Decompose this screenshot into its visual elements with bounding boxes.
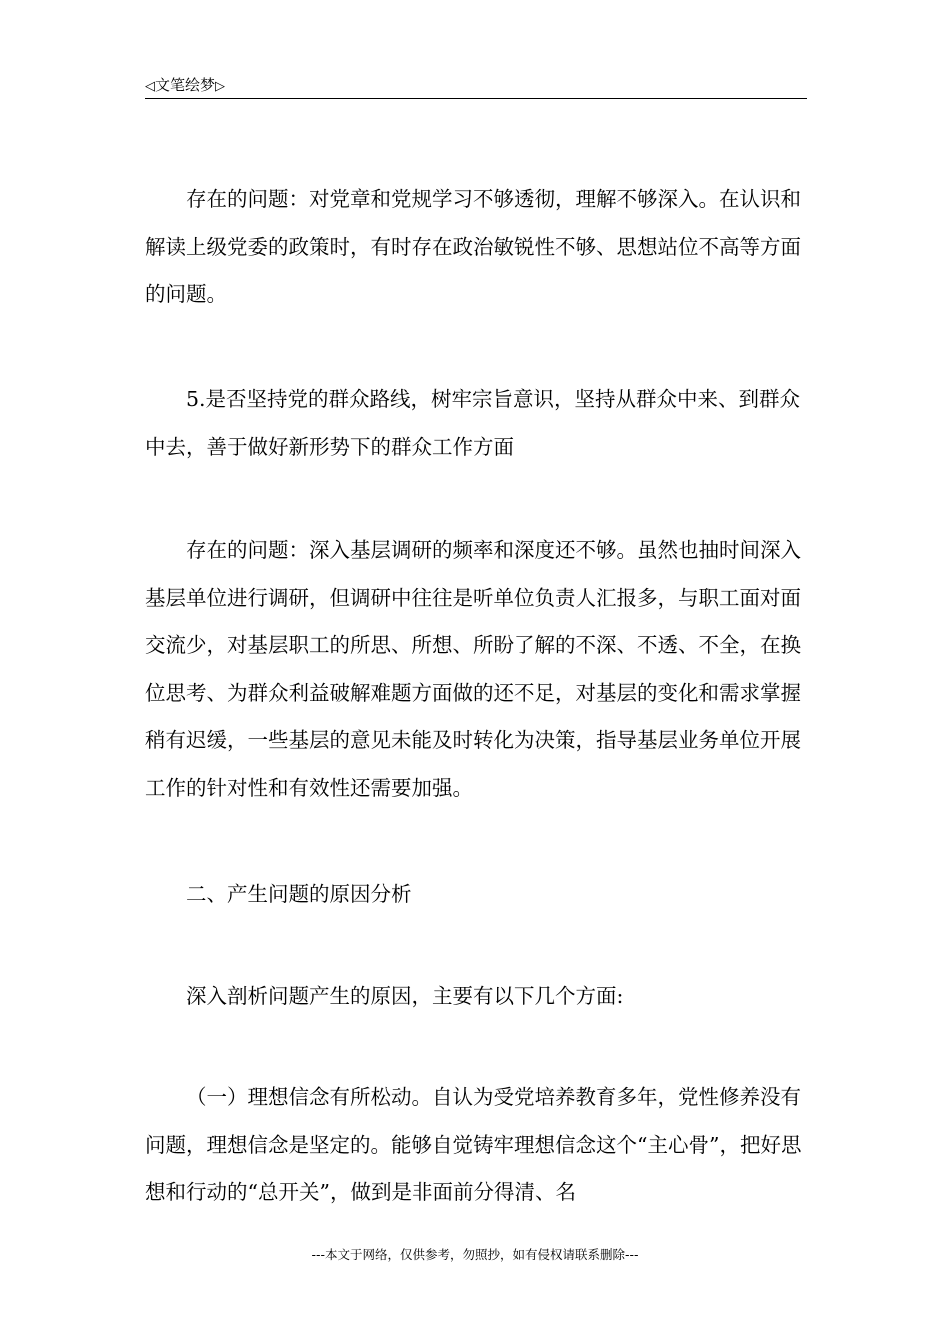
header-title xyxy=(145,76,225,96)
page-header xyxy=(145,74,807,99)
paragraph-cause-intro: 深入剖析问题产生的原因，主要有以下几个方面: xyxy=(186,984,624,1008)
section-heading-cause-analysis: 二、产生问题的原因分析 xyxy=(186,882,412,906)
paragraph-problem-party-study: 存在的问题：对党章和党规学习不够透彻，理解不够深入。在认识和解读上级党委的政策时，有时存在政治敏锐性不够、思想站位不高等方面的问题。 xyxy=(145,187,801,306)
footer-notice: ---本文于网络，仅供参考，勿照抄，如有侵权请联系删除--- xyxy=(311,1247,639,1262)
right-triangle-icon: ▷ xyxy=(215,79,226,94)
paragraph-cause-1-ideals: （一）理想信念有所松动。自认为受党培养教育多年，党性修养没有问题，理想信念是坚定的。能够自觉铸牢理想信念这个“主心骨”，把好思想和行动的“总开关”，做到是非面前分得清、名 xyxy=(145,1085,802,1204)
paragraph-problem-grassroots: 存在的问题：深入基层调研的频率和深度还不够。虽然也抽时间深入基层单位进行调研，但调研中往往是听单位负责人汇报多，与职工面对面交流少，对基层职工的所思、所想、所盼了解的不深、不透、不全，在换位思考、为群众利益破解难题方面做的还不足，对基层的变化和需求掌握稍有迟缓，一些基层的意见未能及时转化为决策，指导基层业务单位开展工作的针对性和有效性还需要加强。 xyxy=(145,538,801,800)
paragraph-item-5-heading: 5.是否坚持党的群众路线，树牢宗旨意识，坚持从群众中来、到群众中去，善于做好新形势下的群众工作方面 xyxy=(145,387,801,459)
left-triangle-icon: ◁ xyxy=(145,79,155,94)
header-title-text: 文笔绘梦 xyxy=(155,76,216,94)
